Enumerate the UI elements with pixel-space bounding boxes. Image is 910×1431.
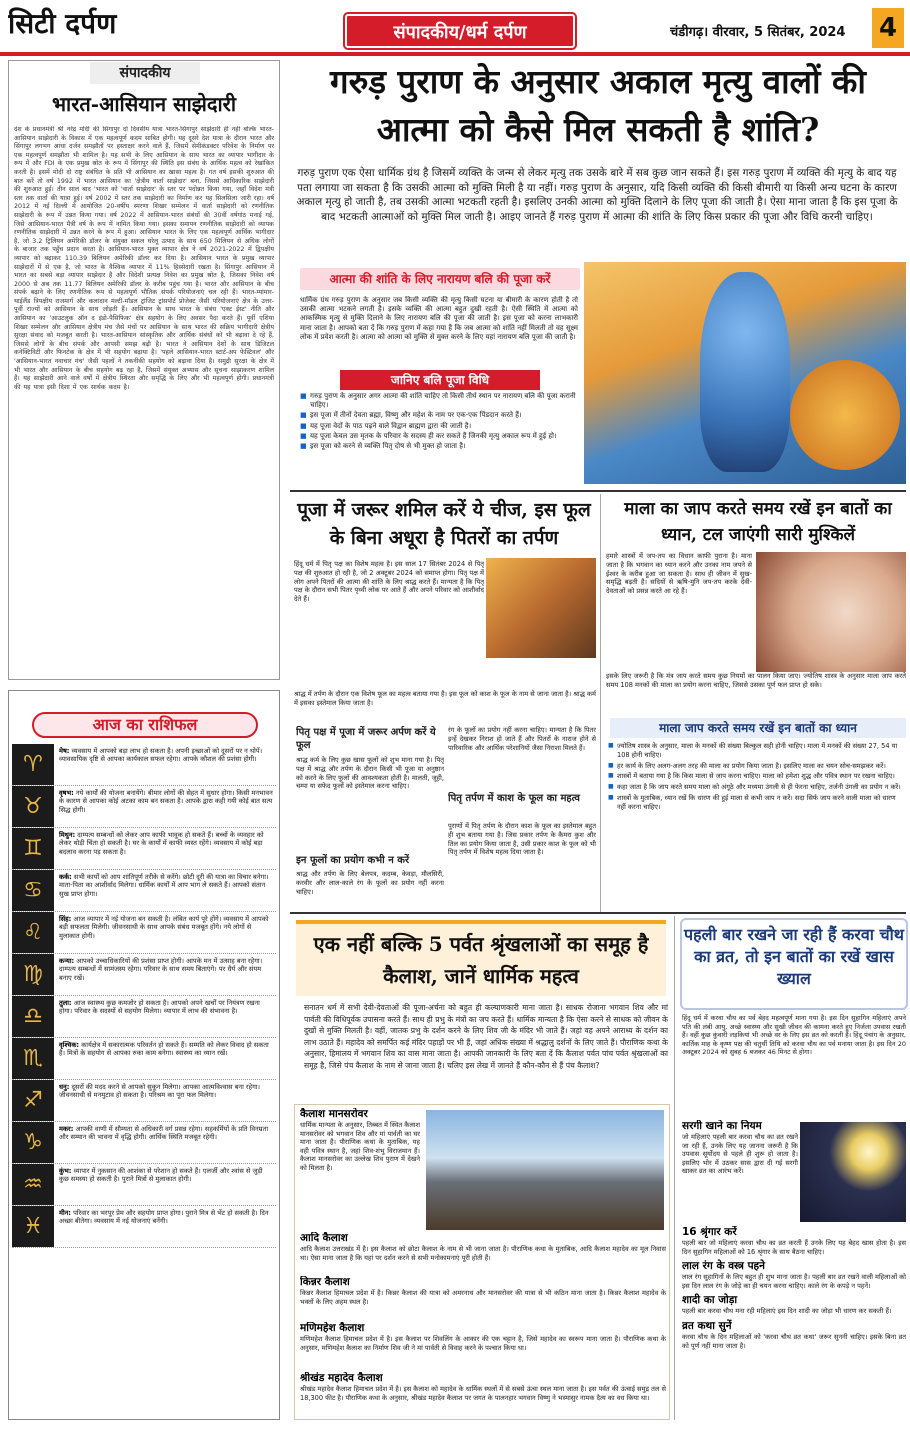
sign-name: वृषभ: (59, 789, 74, 797)
rashifal-row (12, 912, 276, 954)
mala-list (608, 742, 906, 910)
kailash-item-title: आदि कैलाश (300, 1232, 348, 1244)
karwa-sargi (682, 1120, 798, 1230)
rashifal-text (54, 1122, 276, 1163)
virgo-icon: ♍ (12, 954, 54, 995)
sign-text: व्यवसाय में आपको बड़ा लाभ हो सकता है। अपनी इच्छाओं को दूसरों पर न थोपें। व्यावसायिक दृष्टि से आपका कार्यकाल सफल रहेगा। आपके कौशल की प्रशंसा होगी। (59, 747, 263, 764)
rashifal-text (54, 954, 276, 995)
capricorn-icon: ♑ (12, 1122, 54, 1163)
aatma-subhead: आत्मा की शांति के लिए नारायण बलि की पूजा करें (300, 268, 580, 290)
section-divider (290, 912, 906, 914)
rashifal-row (12, 786, 276, 828)
rashifal-row (12, 1122, 276, 1164)
rashifal-row (12, 1080, 276, 1122)
main-intro: गरुड़ पुराण एक ऐसा धार्मिक ग्रंथ है जिसमें व्यक्ति के जन्म से लेकर मृत्यु तक उसके बारे में सब कुछ जान सकते हैं। इस गरुड़ पुराण में व्यक्ति की मृत्यु के बाद यह पता लगाया जा सकता है कि उसकी आत्मा को मुक्ति मिली है या नहीं। गरुड़ पुराण के अनुसार, यदि किसी व्यक्ति की किसी बीमारी या किसी अन्य घटना के कारण अकाल मृत्यु हो जाती है, तब उसकी आत्मा भटकती रहती है। इसलिए उनकी आत्मा को मुक्ति दिलाने के लिए पूजा की जाती है। ऐसा माना जाता है कि इस पूजा के बाद भटकती आत्माओं को मुक्ति मिल जाती है। आइए जानते हैं गरुड़ पुराण में आत्मा की शांति के लिए किस प्रकार की पूजा और विधि करनी चाहिए। (296, 167, 898, 223)
aries-icon: ♈ (12, 744, 54, 785)
pitru-subbody-1: श्राद्ध कर्म के लिए कुछ खास फूलों को शुभ माना गया है। पितृ पक्ष में श्राद्ध और तर्पण के दौरान किसी भी पूजा या अनुष्ठान को करने के लिए फूलों की आवश्यकता होती है। मालती, जूही, चम्पा या सफेद फूलों को इस्तेमाल करना चाहिए। (296, 756, 444, 791)
pitru-subhead-3: पितृ तर्पण में काश के फूल का महत्व (448, 793, 580, 804)
karwa-subhead: लाल रंग के वस्त्र पहने (682, 1260, 765, 1273)
rashifal-row (12, 954, 276, 996)
karwa-subbody: पहली बार करवा चौथ मना रही महिलाएं इस दिन शादी का जोड़ा भी धारण कर सकती हैं। (682, 1307, 892, 1316)
sign-text: आज व्यापार में नई योजना बन सकती है। लंबित कार्य पूरे होंगे। व्यवसाय में आपको बड़ी सफलता मिलेगी। जीवनसाथी के साथ आपके संबंध मजबूत होंगे। नये लोगों से मुलाकात होगी। (59, 915, 269, 940)
kailash-images (426, 1110, 664, 1230)
list-item: ■ शास्त्रों के मुताबिक, ध्यान रखें कि धारण की हुई माला से कभी जाप न करें। सदा सिर्फ जाप करने वाली माला को धारण नहीं करना चाहिए। (608, 794, 906, 812)
sign-name: मिथुन: (59, 831, 76, 839)
rashifal-row (12, 996, 276, 1038)
rashifal-text (54, 1164, 276, 1205)
karwa-subbody: लाल रंग सुहागिनों के लिए बहुत ही शुभ माना जाता है। पहली बार व्रत रखने वाली महिलाओं को इस दिन लाल रंग के जोड़े का ही चयन करना चाहिए। काले रंग के कपड़े न पहनें। (682, 1273, 906, 1290)
header-rule (0, 52, 910, 56)
page-number: 4 (872, 8, 904, 48)
rashifal-text (54, 828, 276, 869)
column-divider (600, 494, 601, 912)
rashifal-row (12, 1038, 276, 1080)
karwa-subhead: 16 श्रृंगार करें (682, 1226, 737, 1238)
kailash-item-text: मणिमहेश कैलाश हिमाचल प्रदेश में है। इस कैलाश पर शिवलिंग के आकार की एक चट्टान है, जिसे महादेव का स्वरूप माना जाता है। पौराणिक कथा के अनुसार, मणिमहेश कैलाश का निर्माण शिव जी ने मां पार्वती से विवाह करने के पश्चात किया था। (300, 1335, 666, 1352)
kailash-item-text: श्रीखंड महादेव कैलाश हिमाचल प्रदेश में है। इस कैलाश को महादेव के धार्मिक स्थलों में से सबसे ऊंचा स्थल माना जाता है। इस पर्वत की ऊंचाई समुद्र तल से 18,300 फीट है। पौराणिक कथा के अनुसार, श्रीखंड महादेव कैलाश पर जगत के पालनहार भगवान विष्णु ने भस्मासुर नामक दैत्य का वध किया था। (300, 1385, 666, 1402)
sign-text: व्यापार में नुकसान की आशंका से परेशान हो सकते हैं। एलर्जी और श्वांस से जुड़ी कुछ समस्या हो सकती है। पुराने मित्रों से मुलाकात होगी। (59, 1167, 263, 1184)
sign-text: आपकी वाणी में सौम्यता से अधिकारी वर्ग प्रसन्न रहेगा। सहकर्मियों के प्रति विनम्रता और सम्मान की भावना में वृद्धि होगी। आर्थिक स्थिति मजबूत रहेगी। (59, 1125, 269, 1142)
sagittarius-icon: ♐ (12, 1080, 54, 1121)
list-item: ■ इस पूजा में तीनों देवता ब्रह्मा, विष्णु और महेश के नाम पर एक-एक पिंडदान करते हैं। (300, 411, 578, 420)
moon-sieve-image (800, 1122, 906, 1222)
rashifal-text (54, 912, 276, 953)
libra-icon: ♎ (12, 996, 54, 1037)
sign-name: मीन: (59, 1209, 71, 1217)
mala-body: हमारे शास्त्रों में जप-तप का विधान काफी पुराना है। माना जाता है कि भगवान का ध्यान करने और उनका नाम जपने से ईश्वर के करीब हुआ जा सकता है। साथ ही जीवन में सुख-समृद्धि बढ़ती है। सदियों से ऋषि-मुनि जप-तप करके देवी-देवताओं को प्रसन्न करते आ रहे हैं। (606, 552, 752, 596)
kailash-item-title: श्रीखंड महादेव कैलाश (300, 1372, 383, 1384)
sign-text: कार्यक्षेत्र में सकारात्मक परिवर्तन हो सकते हैं। सम्मति को लेकर विवाद हो सकता है। मित्रों के सहयोग से आपका रुका काम बनेगा। स्वास्थ्य का ध्यान रखें। (59, 1041, 269, 1058)
sign-name: कन्या: (59, 957, 75, 965)
list-item: ■ इस पूजा को करने से व्यक्ति पितृ दोष से भी मुक्त हो जाता है। (300, 442, 578, 451)
pitru-subhead-2: इन फूलों का प्रयोग कभी न करें (296, 855, 410, 866)
section-divider (290, 490, 906, 492)
rashifal-text (54, 996, 276, 1037)
taurus-icon: ♉ (12, 786, 54, 827)
karwa-subbody: करवा चौथ के दिन महिलाओं को 'करवा चौथ व्रत कथा' जरूर सुननी चाहिए। इसके बिना व्रत को पूर्ण नहीं माना जाता है। (682, 1332, 906, 1350)
newspaper-logo: सिटी दर्पण (8, 7, 117, 40)
karwa-more (682, 1226, 906, 1422)
sign-name: सिंह: (59, 915, 72, 923)
kailash-item-title: मणिमहेश कैलाश (300, 1322, 365, 1334)
kailash-item (300, 1322, 666, 1370)
vishnu-figure (700, 272, 790, 472)
sign-text: नये कार्यों की योजना बनायेंगे। बीमार लोगों की सेहत में सुधार होगा। किसी मनभावन के कारण से आपका कोई अटका काम बन सकता है। आपके द्वारा कही गयी कोई बात सत्य सिद्ध होगी। (59, 789, 273, 814)
rashifal-row (12, 828, 276, 870)
rashifal-text (54, 786, 276, 827)
rashifal-list (12, 744, 276, 1416)
sign-text: सभी कार्यों को आप शांतिपूर्ण तरीके से करेंगे। छोटी दूरी की यात्रा का विचार बनेगा। माता-पिता का आशीर्वाद मिलेगा। धार्मिक कार्यों में आप भाग ले सकते हैं। आपको संतान सुख प्राप्त होगा। (59, 873, 269, 898)
sign-name: कुंभ: (59, 1167, 72, 1175)
karwa-subbody: जो महिलाएं पहली बार करवा चौथ का व्रत रखने जा रही हैं, उनके लिए यह जानना जरूरी है कि उपवास सूर्योदय से पहले ही शुरू हो जाता है। इसलिए भोर में उठकर सास द्वारा दी गई सरगी खाकर व्रत का आरंभ करें। (682, 1133, 798, 1176)
aquarius-icon: ♒ (12, 1164, 54, 1205)
sign-name: मेष: (59, 747, 70, 755)
list-item: ■ शास्त्रों में बताया गया है कि किस माला से जाप करना चाहिए। माला को हमेशा शुद्ध और पवित्र स्थान पर रखना चाहिए। (608, 772, 906, 781)
tarpan-image (486, 558, 596, 658)
karwa-subbody: पहली बार जो महिलाएं करवा चौथ का व्रत करती हैं उनके लिए यह बेहद खास होता है। इस दिन सुहागिन महिलाओं को 16 श्रृंगार के साथ बैठना चाहिए। (682, 1239, 906, 1256)
kailash-item-text: किन्नर कैलाश हिमाचल प्रदेश में है। किन्नर कैलाश की यात्रा को अमरनाथ और मानसरोवर की यात्रा से भी कठिन माना जाता है। किन्नर कैलाश महादेव के भक्तों के लिए अहम स्थल है। (300, 1289, 666, 1306)
column-divider (674, 916, 675, 1420)
garuda-figure (790, 360, 900, 470)
rashifal-row (12, 870, 276, 912)
pitru-subhead-1: पितृ पक्ष में पूजा में जरूर अर्पण करें ये फूल (296, 727, 436, 751)
vidhi-list (300, 392, 578, 488)
scorpio-icon: ♏ (12, 1038, 54, 1079)
aatma-body: धार्मिक ग्रंथ गरुड़ पुराण के अनुसार जब किसी व्यक्ति की मृत्यु किसी घटना या बीमारी के कारण होती है तो उसकी आत्मा भटकने लगती है। इसके व्यक्ति की आत्मा बहुत दुखी रहती है। ऐसी स्थिति में आत्मा को आकस्मिक मृत्यु से मुक्ति दिलाने के लिए नारायण बलि की पूजा की जाती है। इस पूजा को करना लाभकारी माना जाता है। आपको बता दें कि गरुड़ पुराण में कहा गया है कि जब आत्मा को शांति नहीं मिलती तो वह सूक्ष्म लोक में प्रवेश करती है। आत्मा को आत्मा को मुक्ति से मुक्त करने के लिए यहां नारायण बलि पूजा की जाती है। (300, 296, 578, 341)
editorial-kicker: संपादकीय (90, 62, 200, 84)
main-headline: गरुड़ पुराण के अनुसार अकाल मृत्यु वालों की आत्मा को कैसे मिल सकती है शांति? (330, 62, 866, 149)
pitru-col2-body-2: पुराणों में पितृ तर्पण के दौरान काश के फूल का इस्तेमाल बहुत ही शुभ बताया गया है। जिस प्रकार तर्पण के कैमरा कुश और तिल का प्रयोग किया जाता है, उसी प्रकार काश के फूल को भी पितृ तर्पण में विशेष महत्व दिया जाता है। (448, 822, 596, 857)
kailash-item-title: किन्नर कैलाश (300, 1276, 350, 1288)
list-item: ■ हर कार्य के लिए अलग-अलग तरह की माला का प्रयोग किया जाता है। इसलिए माला का चयन सोच-समझकर करें। (608, 762, 906, 771)
rashifal-text (54, 870, 276, 911)
karwa-body: हिंदू धर्म में करवा चौथ का पर्व बेहद महत्वपूर्ण माना गया है। इस दिन सुहागिन महिलाएं अपने पति की लंबी आयु, अच्छे स्वास्थ्य और सुखी जीवन की कामना करते हुए निर्जला उपवास रखती हैं। वहीं कुछ कुंवारी लड़कियां भी अच्छे वर के लिए इस व्रत को करती हैं। हिंदू पंचांग के अनुसार, कार्तिक माह के कृष्ण पक्ष की चतुर्थी तिथि को करवा चौथ का पर्व मनाया जाता है। इस दिन 20 अक्टूबर 2024 को सुबह 6 बजकर 46 मिनट से होगा। (682, 1014, 906, 1057)
pitru-subbody-2: श्राद्ध और तर्पण के लिए बेलपत्र, कदम्ब, केवड़ा, मौलसिरी, करवीर और लाल-काले रंग के फूलों का प्रयोग नहीं करना चाहिए। (296, 870, 444, 896)
pitru-body-2: श्राद्ध में तर्पण के दौरान एक विशेष फूल का महत्व बताया गया है। इस फूल को काश के फूल के नाम से जाना जाता है। श्राद्ध कर्म में इसका इस्तेमाल किया जाता है। (294, 690, 596, 707)
list-item: ■ यह पूजा वेदों के पाठ पढ़ने वाले विद्वान ब्राह्मण द्वारा की जाती है। (300, 422, 578, 431)
kailash-item (300, 1232, 666, 1276)
kailash-item-title: कैलाश मानसरोवर (300, 1108, 368, 1120)
rashifal-text (54, 744, 276, 785)
mala-body-2: इसके लिए जरूरी है कि मंत्र जाप करते समय कुछ नियमों का पालन किया जाए। ज्योतिष शास्त्र के अनुसार माला जाप करते समय 108 मनकों की माला का प्रयोग करना चाहिए, जिससे उसका पूर्ण फल प्राप्त हो सके। (606, 672, 906, 689)
karwa-headline: पहली बार रखने जा रही हैं करवा चौथ का व्रत, तो इन बातों का रखें खास ख्याल (680, 918, 908, 1010)
vidhi-subhead: जानिए बलि पूजा विधि (340, 370, 540, 390)
sign-text: परिवार का भरपूर प्रेम और सहयोग प्राप्त होगा। पुराने मित्र से भेंट हो सकती है। दिन अच्छा बीतेगा। व्यवसाय में नई योजनाएं बनेंगी। (59, 1209, 269, 1226)
kailash-item-text: धार्मिक मान्यता के अनुसार, तिब्बत में स्थित कैलाश मानसरोवर को भगवान शिव और मां पार्वती का घर माना जाता है। पौराणिक कथा के मुताबिक, यह वही पवित्र स्थान है, जहां शिव-शंभु विराजमान हैं। कैलाश मानसरोवर का उल्लेख शिव पुराण में देखने को मिलता है। (300, 1121, 420, 1172)
dateline: चंडीगढ़। वीरवार, 5 सितंबर, 2024 (670, 25, 846, 40)
sign-text: दूसरों की मदद करने से आपको सुकून मिलेगा। आपका आत्मविश्वास बना रहेगा। जीवनसाथी से मनमुटाव हो सकता है। परिश्रम का पूरा फल मिलेगा। (59, 1083, 261, 1100)
rashifal-text (54, 1038, 276, 1079)
sign-text: आपको उच्चाधिकारियों की प्रशंसा प्राप्त होगी। आपके मन में उत्साह बना रहेगा। दाम्पत्य सम्बन्धों में सामंजस्य रहेगा। परिवार के साथ समय बिताएंगे। पर धैर्य और संयम बनाए रखें। (59, 957, 263, 982)
kailash-headline: एक नहीं बल्कि 5 पर्वत श्रृंखलाओं का समूह है कैलाश, जानें धार्मिक महत्व (296, 920, 666, 996)
kailash-item (300, 1108, 420, 1230)
cancer-icon: ♋ (12, 870, 54, 911)
karwa-subhead: शादी का जोड़ा (682, 1294, 738, 1307)
rashifal-text (54, 1206, 276, 1247)
karwa-subhead: व्रत कथा सुनें (682, 1319, 732, 1332)
kailash-item (300, 1276, 666, 1320)
gemini-icon: ♊ (12, 828, 54, 869)
mala-image (756, 552, 906, 672)
sign-name: कर्क: (59, 873, 72, 881)
sign-name: वृश्चिक: (59, 1041, 80, 1049)
sign-name: धनु: (59, 1083, 70, 1091)
sign-text: दाम्पत्य सम्बन्धों को लेकर आप काफी भावुक हो सकते हैं। बच्चों के व्यवहार को लेकर थोड़ी चिंता हो सकती है। घर के कार्यों में काफी व्यस्त रहेंगे। व्यवसाय में कोई बड़ा बदलाव करना पड़ सकता है। (59, 831, 264, 856)
list-item: ■ यह पूजा केवल उस मृतक के परिवार के सदस्य ही कर सकते हैं जिनकी मृत्यु अकाल रूप में हुई हो। (300, 432, 578, 441)
rashifal-row (12, 1206, 276, 1248)
rashifal-row (12, 1164, 276, 1206)
pitru-col2-body: रंग के फूलों का प्रयोग नहीं करना चाहिए। मान्यता है कि पितर इन्हें देखकर निराश हो जाते हैं और पितरों के नाराज होने से पारिवारिक और आर्थिक परेशानियों जैसा निराशा मिलते हैं। (448, 726, 596, 752)
sign-name: तुला: (59, 999, 72, 1007)
rashifal-title: आज का राशिफल (32, 712, 258, 738)
kailash-item-text: आदि कैलाश उत्तराखंड में है। इस कैलाश को छोटा कैलाश के नाम से भी जाना जाता है। पौराणिक कथा के मुताबिक, आदि कैलाश महादेव का मूल निवास था। ऐसा माना जाता है कि यहां पर दर्शन करने से सभी मनोकामनाएं पूरी होती हैं। (300, 1245, 666, 1262)
mala-subhead: माला जाप करते समय रखें इन बातों का ध्यान (610, 718, 906, 738)
kailash-item (300, 1372, 666, 1418)
pitru-body: हिंदू धर्म में पितृ पक्ष का विशेष महत्व है। इस साल 17 सितंबर 2024 से पितृ पक्ष की शुरुआत हो रही है, जो 2 अक्टूबर 2024 को समाप्त होगा। पितृ पक्ष में लोग अपने पितरों की आत्मा की शांति के लिए श्राद्ध करते हैं। मान्यता है कि पितृ पक्ष के दौरान सभी पितर पृथ्वी लोक पर आते हैं और अपने परिवार को आशीर्वाद देते हैं। (294, 560, 484, 604)
list-item: ■ गरुड़ पुराण के अनुसार अगर आत्मा की शांति चाहिए तो किसी तीर्थ स्थान पर नारायण बलि की पूजा करानी चाहिए। (300, 392, 578, 410)
section-banner: संपादकीय/धर्म दर्पण (345, 14, 575, 48)
sign-name: मकर: (59, 1125, 74, 1133)
pitru-headline: पूजा में जरूर शमिल करें ये चीज, इस फूल के बिना अधूरा है पितरों का तर्पण (297, 499, 591, 549)
list-item: ■ कहा जाता है कि जाप करते समय माला को अंगूठे और मध्यमा उंगली से ही फेरना चाहिए, तर्जनी उंगली का प्रयोग न करें। (608, 783, 906, 792)
rashifal-text (54, 1080, 276, 1121)
rashifal-row (12, 744, 276, 786)
list-item: ■ ज्योतिष शास्त्र के अनुसार, माला के मनकों की संख्या बिल्कुल सही होनी चाहिए। माला में मनकों की संख्या 27, 54 या 108 होनी चाहिए। (608, 742, 906, 760)
kailash-intro: सनातन धर्म में सभी देवी-देवताओं की पूजा-अर्चना को बहुत ही कल्याणकारी माना जाता है। साधक रोजाना भगवान शिव और मां पार्वती की विधिपूर्वक उपासना करते हैं। साथ ही प्रभु के मंत्रों का जप करते हैं। धार्मिक मान्यता है कि ऐसा करने से साधक को जीवन के दुखों से मुक्ति मिलती है। वहीं, जातक प्रभु के दर्शन करने के लिए शिव जी के मंदिर भी जाते हैं। जहां वह अपने आराध्य के दर्शन का लाभ उठाते हैं। महादेव को समर्पित कई मंदिर पहाड़ों पर भी हैं, जहां अधिक संख्या में श्रद्धालु दर्शनों के लिए जाते हैं। पौराणिक कथा के अनुसार, हिमालय में भगवान शिव का वास माना जाता है। आपकी जानकारी के लिए बता दें कि कैलाश पर्वत पांच पर्वत श्रृंखलाओं का समूह है, जिसे पंच कैलाश के नाम से जाना जाता है। चलिए इस लेख में जानते हैं कौन-कौन से हैं पंच कैलाश? (304, 1003, 668, 1070)
mala-headline: माला का जाप करते समय रखें इन बातों का ध्यान, टल जाएंगी सारी मुश्किलें (624, 499, 892, 545)
pisces-icon: ♓ (12, 1206, 54, 1247)
leo-icon: ♌ (12, 912, 54, 953)
editorial-body: देश के प्रधानमंत्री श्री नरेंद्र मोदी की सिंगापुर दो दिवसीय यात्रा भारत-सिंगापुर साझेदारी ही नहीं बल्कि भारत-आसियान साझेदारी के विकास में एक महत्वपूर्ण कदम साबित होगी। यह दूसरे देश यात्रा के दौरान भारत और सिंगापुर लगभग आधा दर्जन समझौतों पर हस्ताक्षर करने वाले हैं, जिसमें सेमीकंडक्टर परिवेश के निर्माण पर एक महत्वपूर्ण समझौता भी शामिल है। यह सभी के लिए आसियान के साथ भारत का व्यापार भागीदार के रूप में और FDI के एक प्रमुख स्रोत के रूप में सिंगापुर की स्थिति इस संबंध के आर्थिक महत्व को रेखांकित करती है। इसमें मोदी दो राष्ट्र संबंधित के प्रति भी आसियान का खासा महत्व है। गत वर्ष इसकी शुरुआत की बात करें तो वर्ष 1992 में भारत आसियान का 'क्षेत्रीय वार्ता साझेदार' बना, जिससे आधिकारिक साझेदारी की शुरुआत हुई। तीन साल बाद 'भारत को 'वार्ता साझेदार' के स्तर पर पदोन्नत किया गया, जहाँ विदेश मंत्री स्तर तक वार्ता की यात्रा हुई। वर्ष 2002 में स्तर तक साझेदारी का निर्माण कर यह सिलसिला जारी रहा। वर्ष 2012 में नई दिल्ली में आयोजित 20-वर्षीय स्मरणा शिखर सम्मेलन में वार्ता साझेदारी को रणनीतिक साझेदारी के रूप में उन्नत किया गया। वर्ष 2022 में आसियान-भारत संबंधों की 30वीं वर्षगांठ मनाई गई, जिसे आसियान-भारत मैत्री वर्ष के रूप में नामित किया गया। इसका समापन रणनीतिक साझेदारी को व्यापक रणनीतिक साझेदारी में उन्नत करने के रूप में हुआ। आसियान भारत के लिए एक महत्वपूर्ण आर्थिक भागीदार है, जो 3.2 ट्रिलियन अमेरिकी डॉलर के संयुक्त सकल घरेलू उत्पाद के साथ 650 मिलियन से अधिक लोगों के बाजार तक पहुँच प्रदान करता है। आसियान-भारत मुक्त व्यापार क्षेत्र ने वर्ष 2021-2022 में द्विपक्षीय व्यापार को बढ़ाकर 110.39 बिलियन अमेरिकी डॉलर कर दिया है। आसियान भारत के प्रमुख व्यापार साझेदारों में से एक है, जो भारत के वैश्विक व्यापार में 11% हिस्सेदारी रखता है। सिंगापुर आसियान में भारत का सबसे बड़ा व्यापार साझेदार है और विदेशी प्रत्यक्ष निवेश का प्रमुख स्रोत है, जिसका निवेश वर्ष 2000 से अब तक 11.77 बिलियन अमेरिकी डॉलर के करीब पहुंच गया है। भारत और आसियान के बीच संपर्क बढ़ाने के लिए रणनीतिक रूप से महत्वपूर्ण भौतिक संपर्क परियोजनाएं चल रही हैं। भारत-म्यांमार-थाईलैंड त्रिपक्षीय राजमार्ग और कलादान मल्टी-मॉडल ट्रांजिट ट्रांसपोर्ट प्रोजेक्ट जैसी परियोजनाएं क्षेत्र के उत्तर-पूर्वी राज्यों को आसियान के साथ जोड़ती हैं। आसियान के साथ भारत के संबंध 'एक्ट ईस्ट' नीति और आसियान का 'आउटलुक ऑन द इंडो-पैसिफिक' क्षेत्र सहयोग के लिए अवसर पैदा करते हैं। पूर्वी एशिया शिखर सम्मेलन और आसियान क्षेत्रीय मंच जैसे मंचों पर आसियान के साथ भारत की सक्रिय भागीदारी क्षेत्रीय सुरक्षा संवाद को मजबूत करती है। भारत-आसियान सांस्कृतिक और आर्थिक संबंधों को भी बढ़ावा दे रहे हैं, जिससे लोगों के बीच संपर्क और आपसी समझ बढ़ी है। भारत ने आसियान देशों के साथ डिजिटल कनेक्टिविटी और फिनटेक के क्षेत्र में भी सहयोग बढ़ाया है। 'पहले आसियान-भारत स्टार्ट-अप फेस्टिवल' और 'आसियान-भारत नवाचार मंच' जैसी पहलों ने तकनीकी सहयोग को बढ़ावा दिया है। समुद्री सुरक्षा के क्षेत्र में भी भारत और आसियान के बीच सहयोग बढ़ रहा है, जिसमें संयुक्त अभ्यास और सूचना साझाकरण शामिल हैं। यह साझेदारी आने वाले वर्षों में क्षेत्रीय स्थिरता और समृद्धि के लिए और भी महत्वपूर्ण होगी। प्रधानमंत्री की यह यात्रा इसी दिशा में एक सार्थक कदम है। (14, 126, 274, 391)
editorial-title: भारत-आसियान साझेदारी (51, 92, 237, 116)
karwa-subhead: सरगी खाने का नियम (682, 1120, 762, 1132)
sign-text: आज स्वास्थ्य कुछ कमजोर हो सकता है। आपको अपने खर्चों पर नियंत्रण रखना होगा। परिवार के सदस्यों से सहयोग मिलेगा। व्यापार में लाभ की संभावना है। (59, 999, 260, 1016)
